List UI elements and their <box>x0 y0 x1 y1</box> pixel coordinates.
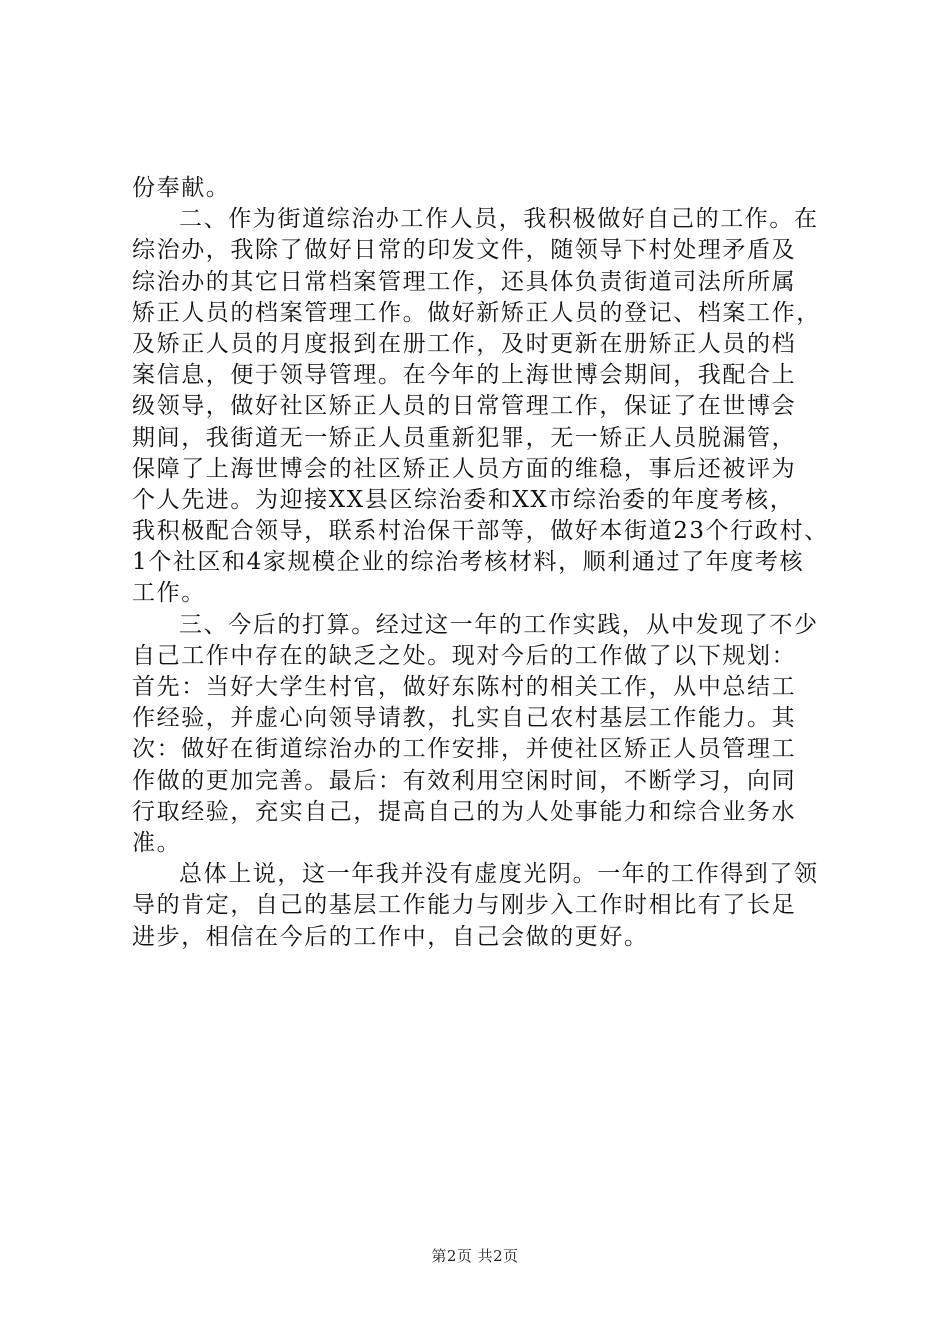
text-line: 综治办的其它日常档案管理工作，还具体负责街道司法所所属 <box>132 268 797 295</box>
text-line: 导的肯定，自己的基层工作能力与刚步入工作时相比有了长足 <box>132 892 797 919</box>
text-line: 综治办，我除了做好日常的印发文件，随领导下村处理矛盾及 <box>132 237 797 264</box>
paragraph-4-line: 总体上说，这一年我并没有虚度光阴。一年的工作得到了领 <box>179 861 819 888</box>
text-line: 行取经验，充实自己，提高自己的为人处事能力和综合业务水 <box>132 798 797 825</box>
text-line: 矫正人员的档案管理工作。做好新矫正人员的登记、档案工作， <box>132 299 821 326</box>
text-line: 准。 <box>132 829 182 856</box>
text-line: 个人先进。为迎接XX县区综治委和XX市综治委的年度考核， <box>132 486 795 513</box>
text-line: 案信息，便于领导管理。在今年的上海世博会期间，我配合上 <box>132 362 797 389</box>
text-line: 自己工作中存在的缺乏之处。现对今后的工作做了以下规划： <box>132 642 797 669</box>
paragraph-2-line: 二、作为街道综治办工作人员，我积极做好自己的工作。在 <box>179 206 819 233</box>
text-line: 我积极配合领导，联系村治保干部等，做好本街道23个行政村、 <box>132 518 829 545</box>
text-line: 1个社区和4家规模企业的综治考核材料，顺利通过了年度考核 <box>132 549 805 576</box>
page-footer: 第2页 共2页 <box>431 1247 519 1265</box>
text-line: 次：做好在街道综治办的工作安排，并使社区矫正人员管理工 <box>132 736 797 763</box>
text-line: 进步，相信在今后的工作中，自己会做的更好。 <box>132 923 649 950</box>
text-line: 工作。 <box>132 580 206 607</box>
document-body <box>132 173 832 953</box>
paragraph-3-line: 三、今后的打算。经过这一年的工作实践，从中发现了不少 <box>179 611 819 638</box>
text-line: 首先：当好大学生村官，做好东陈村的相关工作，从中总结工 <box>132 674 797 700</box>
text-line: 期间，我街道无一矫正人员重新犯罪，无一矫正人员脱漏管， <box>132 424 797 451</box>
text-line: 保障了上海世博会的社区矫正人员方面的维稳，事后还被评为 <box>132 455 797 482</box>
text-line: 级领导，做好社区矫正人员的日常管理工作，保证了在世博会 <box>132 393 797 420</box>
text-line: 作经验，并虚心向领导请教，扎实自己农村基层工作能力。其 <box>132 705 797 732</box>
text-line: 份奉献。 <box>132 175 231 201</box>
text-line: 作做的更加完善。最后：有效利用空闲时间，不断学习，向同 <box>132 767 797 794</box>
text-line: 及矫正人员的月度报到在册工作，及时更新在册矫正人员的档 <box>132 330 797 357</box>
